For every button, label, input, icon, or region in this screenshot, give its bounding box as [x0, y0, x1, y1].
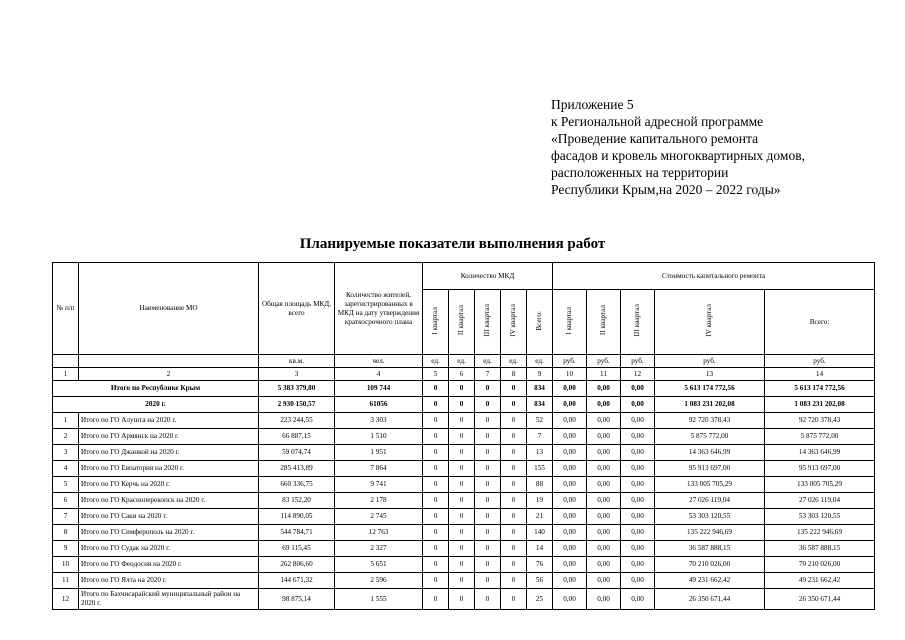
- row-q4: 0: [501, 541, 527, 557]
- row-c2: 0,00: [587, 493, 621, 509]
- summary-residents: 109 744: [335, 381, 423, 397]
- row-q1: 0: [423, 445, 449, 461]
- table-row: [53, 445, 875, 461]
- row-c4: 92 720 378,43: [655, 413, 765, 429]
- header-cost-q2-label: II квартал: [599, 305, 607, 336]
- row-q2: 0: [449, 509, 475, 525]
- column-number: 11: [587, 368, 621, 381]
- summary-row: [53, 397, 875, 413]
- row-residents: 2 178: [335, 493, 423, 509]
- row-c2: 0,00: [587, 557, 621, 573]
- row-q4: 0: [501, 429, 527, 445]
- row-q4: 0: [501, 413, 527, 429]
- row-c3: 0,00: [621, 525, 655, 541]
- row-q1: 0: [423, 477, 449, 493]
- row-ctotal: 133 005 705,29: [765, 477, 875, 493]
- row-q1: 0: [423, 557, 449, 573]
- row-residents: 5 651: [335, 557, 423, 573]
- row-c3: 0,00: [621, 573, 655, 589]
- row-total: 19: [527, 493, 553, 509]
- row-c1: 0,00: [553, 525, 587, 541]
- units-row: [53, 355, 875, 368]
- appendix-line: Республики Крым,на 2020 – 2022 годы»: [551, 182, 781, 197]
- summary-q1: 0: [423, 397, 449, 413]
- row-num: 12: [53, 589, 79, 610]
- summary-q4: 0: [501, 397, 527, 413]
- row-area: 660 336,75: [259, 477, 335, 493]
- summary-rows: [53, 381, 875, 413]
- row-name: Итого по ГО Алушта на 2020 г.: [79, 413, 259, 429]
- row-num: 6: [53, 493, 79, 509]
- summary-area: 5 383 379,80: [259, 381, 335, 397]
- row-c2: 0,00: [587, 589, 621, 610]
- row-name: Итого по Бахчисарайский муниципальный район на 2020 г.: [79, 589, 259, 610]
- column-number: 5: [423, 368, 449, 381]
- row-c4: 5 875 772,00: [655, 429, 765, 445]
- table-row: [53, 413, 875, 429]
- row-q1: 0: [423, 413, 449, 429]
- row-q3: 0: [475, 525, 501, 541]
- row-q3: 0: [475, 493, 501, 509]
- unit-cell: [79, 355, 259, 368]
- unit-cell: [53, 355, 79, 368]
- row-area: 285 413,89: [259, 461, 335, 477]
- row-c1: 0,00: [553, 445, 587, 461]
- row-area: 114 890,05: [259, 509, 335, 525]
- header-cost-group: Стоимость капитального ремонта: [553, 263, 875, 290]
- row-q2: 0: [449, 589, 475, 610]
- column-number: 8: [501, 368, 527, 381]
- row-q2: 0: [449, 461, 475, 477]
- row-name: Итого по ГО Судак на 2020 г.: [79, 541, 259, 557]
- row-num: 9: [53, 541, 79, 557]
- row-ctotal: 5 875 772,00: [765, 429, 875, 445]
- row-q4: 0: [501, 557, 527, 573]
- unit-cell: руб.: [621, 355, 655, 368]
- unit-cell: ед.: [475, 355, 501, 368]
- row-num: 3: [53, 445, 79, 461]
- header-row-top: [53, 263, 875, 290]
- row-area: 262 806,60: [259, 557, 335, 573]
- row-c2: 0,00: [587, 477, 621, 493]
- summary-q3: 0: [475, 397, 501, 413]
- row-total: 14: [527, 541, 553, 557]
- data-rows: [53, 413, 875, 610]
- row-c3: 0,00: [621, 445, 655, 461]
- row-q4: 0: [501, 589, 527, 610]
- column-number: 3: [259, 368, 335, 381]
- row-c3: 0,00: [621, 429, 655, 445]
- row-ctotal: 14 363 646,99: [765, 445, 875, 461]
- row-area: 98 875,14: [259, 589, 335, 610]
- row-total: 76: [527, 557, 553, 573]
- row-residents: 9 741: [335, 477, 423, 493]
- row-q2: 0: [449, 541, 475, 557]
- row-c1: 0,00: [553, 573, 587, 589]
- row-c4: 26 350 671,44: [655, 589, 765, 610]
- table-row: [53, 573, 875, 589]
- header-cost-q2: [587, 290, 621, 355]
- row-c4: 36 587 888,15: [655, 541, 765, 557]
- header-mkd-total-label: Всего:: [535, 310, 543, 331]
- unit-cell: ед.: [423, 355, 449, 368]
- row-q1: 0: [423, 541, 449, 557]
- row-c1: 0,00: [553, 477, 587, 493]
- column-number: 10: [553, 368, 587, 381]
- row-c3: 0,00: [621, 557, 655, 573]
- row-total: 88: [527, 477, 553, 493]
- summary-c4: 5 613 174 772,56: [655, 381, 765, 397]
- row-q3: 0: [475, 413, 501, 429]
- row-q1: 0: [423, 461, 449, 477]
- header-num: № п/п: [53, 263, 79, 355]
- row-c2: 0,00: [587, 525, 621, 541]
- summary-total: 834: [527, 397, 553, 413]
- summary-c1: 0,00: [553, 381, 587, 397]
- summary-area: 2 930 150,57: [259, 397, 335, 413]
- header-name: Наименование МО: [79, 263, 259, 355]
- row-q2: 0: [449, 413, 475, 429]
- row-total: 7: [527, 429, 553, 445]
- row-num: 1: [53, 413, 79, 429]
- row-c1: 0,00: [553, 461, 587, 477]
- summary-c2: 0,00: [587, 397, 621, 413]
- table-row: [53, 477, 875, 493]
- table-row: [53, 589, 875, 610]
- row-residents: 7 864: [335, 461, 423, 477]
- header-cost-total: Всего:: [765, 290, 875, 355]
- row-q3: 0: [475, 477, 501, 493]
- row-c1: 0,00: [553, 509, 587, 525]
- header-mkd-q1: [423, 290, 449, 355]
- row-q4: 0: [501, 525, 527, 541]
- row-name: Итого по ГО Армянск на 2020 г.: [79, 429, 259, 445]
- row-c2: 0,00: [587, 541, 621, 557]
- row-total: 13: [527, 445, 553, 461]
- row-q3: 0: [475, 445, 501, 461]
- row-c3: 0,00: [621, 493, 655, 509]
- appendix-line: «Проведение капитального ремонта: [551, 131, 759, 146]
- row-q4: 0: [501, 509, 527, 525]
- row-c3: 0,00: [621, 509, 655, 525]
- row-residents: 1 555: [335, 589, 423, 610]
- column-number: 13: [655, 368, 765, 381]
- column-number: 4: [335, 368, 423, 381]
- row-c1: 0,00: [553, 429, 587, 445]
- row-c4: 133 005 705,29: [655, 477, 765, 493]
- row-residents: 3 303: [335, 413, 423, 429]
- row-name: Итого по ГО Керчь на 2020 г.: [79, 477, 259, 493]
- header-cost-q3: [621, 290, 655, 355]
- row-c3: 0,00: [621, 413, 655, 429]
- row-ctotal: 95 913 697,00: [765, 461, 875, 477]
- row-c2: 0,00: [587, 413, 621, 429]
- row-c1: 0,00: [553, 541, 587, 557]
- summary-q1: 0: [423, 381, 449, 397]
- row-total: 155: [527, 461, 553, 477]
- row-name: Итого по ГО Саки на 2020 г.: [79, 509, 259, 525]
- row-total: 140: [527, 525, 553, 541]
- row-q2: 0: [449, 493, 475, 509]
- unit-cell: ед.: [501, 355, 527, 368]
- row-q2: 0: [449, 429, 475, 445]
- column-numbers-row: [53, 368, 875, 381]
- unit-cell: чел.: [335, 355, 423, 368]
- header-mkd-q3: [475, 290, 501, 355]
- row-c4: 70 210 026,00: [655, 557, 765, 573]
- table-row: [53, 493, 875, 509]
- row-q1: 0: [423, 493, 449, 509]
- row-c2: 0,00: [587, 445, 621, 461]
- summary-ctotal: 1 083 231 202,08: [765, 397, 875, 413]
- summary-row: [53, 381, 875, 397]
- column-number: 7: [475, 368, 501, 381]
- row-residents: 2 745: [335, 509, 423, 525]
- table-row: [53, 461, 875, 477]
- header-mkd-q3-label: III квартал: [483, 304, 491, 337]
- unit-cell: ед.: [527, 355, 553, 368]
- column-number: 2: [79, 368, 259, 381]
- appendix-line: фасадов и кровель многоквартирных домов,: [551, 148, 805, 163]
- summary-c3: 0,00: [621, 397, 655, 413]
- row-residents: 1 951: [335, 445, 423, 461]
- column-number: 14: [765, 368, 875, 381]
- row-ctotal: 135 222 946,69: [765, 525, 875, 541]
- row-name: Итого по ГО Евпатория на 2020 г.: [79, 461, 259, 477]
- header-mkd-group: Количество МКД: [423, 263, 553, 290]
- summary-total: 834: [527, 381, 553, 397]
- header-cost-q1-label: I квартал: [565, 306, 573, 335]
- row-c4: 95 913 697,00: [655, 461, 765, 477]
- row-area: 223 244,55: [259, 413, 335, 429]
- row-total: 56: [527, 573, 553, 589]
- column-number: 12: [621, 368, 655, 381]
- row-area: 59 074,74: [259, 445, 335, 461]
- header-mkd-q4: [501, 290, 527, 355]
- row-c3: 0,00: [621, 541, 655, 557]
- row-c2: 0,00: [587, 461, 621, 477]
- row-c4: 27 026 119,04: [655, 493, 765, 509]
- row-c1: 0,00: [553, 413, 587, 429]
- row-num: 10: [53, 557, 79, 573]
- summary-name: Итого по Республике Крым: [53, 381, 259, 397]
- header-cost-q3-label: III квартал: [633, 304, 641, 337]
- row-name: Итого по ГО Джанкой на 2020 г.: [79, 445, 259, 461]
- row-residents: 2 596: [335, 573, 423, 589]
- row-q4: 0: [501, 493, 527, 509]
- row-q4: 0: [501, 445, 527, 461]
- row-c4: 135 222 946,69: [655, 525, 765, 541]
- row-c4: 14 363 646,99: [655, 445, 765, 461]
- row-c3: 0,00: [621, 461, 655, 477]
- row-c4: 53 303 120,55: [655, 509, 765, 525]
- row-residents: 2 327: [335, 541, 423, 557]
- table-row: [53, 557, 875, 573]
- row-q2: 0: [449, 477, 475, 493]
- row-q3: 0: [475, 429, 501, 445]
- summary-c2: 0,00: [587, 381, 621, 397]
- table-row: [53, 509, 875, 525]
- header-mkd-q2-label: II квартал: [457, 305, 465, 336]
- appendix-line: к Региональной адресной программе: [551, 114, 764, 129]
- table-row: [53, 541, 875, 557]
- unit-cell: руб.: [553, 355, 587, 368]
- row-num: 7: [53, 509, 79, 525]
- row-c4: 49 231 662,42: [655, 573, 765, 589]
- row-q3: 0: [475, 557, 501, 573]
- header-mkd-total: [527, 290, 553, 355]
- column-number: 1: [53, 368, 79, 381]
- row-total: 25: [527, 589, 553, 610]
- row-q3: 0: [475, 509, 501, 525]
- row-q2: 0: [449, 573, 475, 589]
- row-ctotal: 27 026 119,04: [765, 493, 875, 509]
- row-ctotal: 36 587 888,15: [765, 541, 875, 557]
- row-area: 66 887,15: [259, 429, 335, 445]
- header-mkd-q2: [449, 290, 475, 355]
- header-mkd-q1-label: I квартал: [431, 306, 439, 335]
- row-total: 21: [527, 509, 553, 525]
- unit-cell: руб.: [765, 355, 875, 368]
- header-cost-q4: [655, 290, 765, 355]
- row-c2: 0,00: [587, 429, 621, 445]
- column-number: 9: [527, 368, 553, 381]
- row-area: 144 671,32: [259, 573, 335, 589]
- row-q3: 0: [475, 541, 501, 557]
- row-c1: 0,00: [553, 493, 587, 509]
- row-area: 83 152,20: [259, 493, 335, 509]
- row-c1: 0,00: [553, 589, 587, 610]
- row-q3: 0: [475, 589, 501, 610]
- row-q3: 0: [475, 461, 501, 477]
- table-row: [53, 429, 875, 445]
- row-num: 2: [53, 429, 79, 445]
- unit-cell: ед.: [449, 355, 475, 368]
- row-q2: 0: [449, 557, 475, 573]
- row-q2: 0: [449, 445, 475, 461]
- row-q1: 0: [423, 509, 449, 525]
- row-q3: 0: [475, 573, 501, 589]
- unit-cell: руб.: [655, 355, 765, 368]
- indicators-table: [52, 262, 875, 610]
- row-c3: 0,00: [621, 589, 655, 610]
- header-cost-q1: [553, 290, 587, 355]
- summary-q2: 0: [449, 381, 475, 397]
- column-number: 6: [449, 368, 475, 381]
- header-area: Общая площадь МКД, всего: [259, 263, 335, 355]
- summary-c3: 0,00: [621, 381, 655, 397]
- table-row: [53, 525, 875, 541]
- row-c2: 0,00: [587, 573, 621, 589]
- appendix-line: Приложение 5: [551, 97, 634, 112]
- row-c3: 0,00: [621, 477, 655, 493]
- row-total: 52: [527, 413, 553, 429]
- appendix-line: расположенных на территории: [551, 165, 729, 180]
- summary-c4: 1 083 231 202,08: [655, 397, 765, 413]
- unit-cell: руб.: [587, 355, 621, 368]
- summary-c1: 0,00: [553, 397, 587, 413]
- row-q1: 0: [423, 589, 449, 610]
- row-c1: 0,00: [553, 557, 587, 573]
- row-ctotal: 53 303 120,55: [765, 509, 875, 525]
- row-q4: 0: [501, 477, 527, 493]
- row-area: 69 115,45: [259, 541, 335, 557]
- row-q4: 0: [501, 573, 527, 589]
- row-residents: 12 763: [335, 525, 423, 541]
- row-area: 544 784,71: [259, 525, 335, 541]
- summary-q4: 0: [501, 381, 527, 397]
- header-residents: Количество жителей, зарегистрированных в МКД на дату утверждения краткосрочного плана: [335, 263, 423, 355]
- row-num: 8: [53, 525, 79, 541]
- row-q4: 0: [501, 461, 527, 477]
- row-name: Итого по ГО Симферополь на 2020 г.: [79, 525, 259, 541]
- row-q1: 0: [423, 525, 449, 541]
- row-name: Итого по ГО Ялта на 2020 г.: [79, 573, 259, 589]
- document-title: Планируемые показатели выполнения работ: [299, 236, 606, 252]
- row-residents: 1 510: [335, 429, 423, 445]
- appendix-note: [551, 96, 891, 198]
- row-ctotal: 70 210 026,00: [765, 557, 875, 573]
- row-num: 5: [53, 477, 79, 493]
- summary-q3: 0: [475, 381, 501, 397]
- row-q1: 0: [423, 573, 449, 589]
- summary-q2: 0: [449, 397, 475, 413]
- summary-ctotal: 5 613 174 772,56: [765, 381, 875, 397]
- header-mkd-q4-label: IV квартал: [509, 304, 517, 337]
- row-num: 4: [53, 461, 79, 477]
- row-q1: 0: [423, 429, 449, 445]
- unit-cell: кв.м.: [259, 355, 335, 368]
- row-q2: 0: [449, 525, 475, 541]
- row-name: Итого по ГО Красноперекопск на 2020 г.: [79, 493, 259, 509]
- row-ctotal: 26 350 671,44: [765, 589, 875, 610]
- row-name: Итого по ГО Феодосия на 2020 г.: [79, 557, 259, 573]
- row-c2: 0,00: [587, 509, 621, 525]
- summary-residents: 61056: [335, 397, 423, 413]
- header-cost-q4-label: IV квартал: [705, 304, 713, 337]
- row-ctotal: 49 231 662,42: [765, 573, 875, 589]
- summary-name: 2020 г.: [53, 397, 259, 413]
- row-ctotal: 92 720 378,43: [765, 413, 875, 429]
- row-num: 11: [53, 573, 79, 589]
